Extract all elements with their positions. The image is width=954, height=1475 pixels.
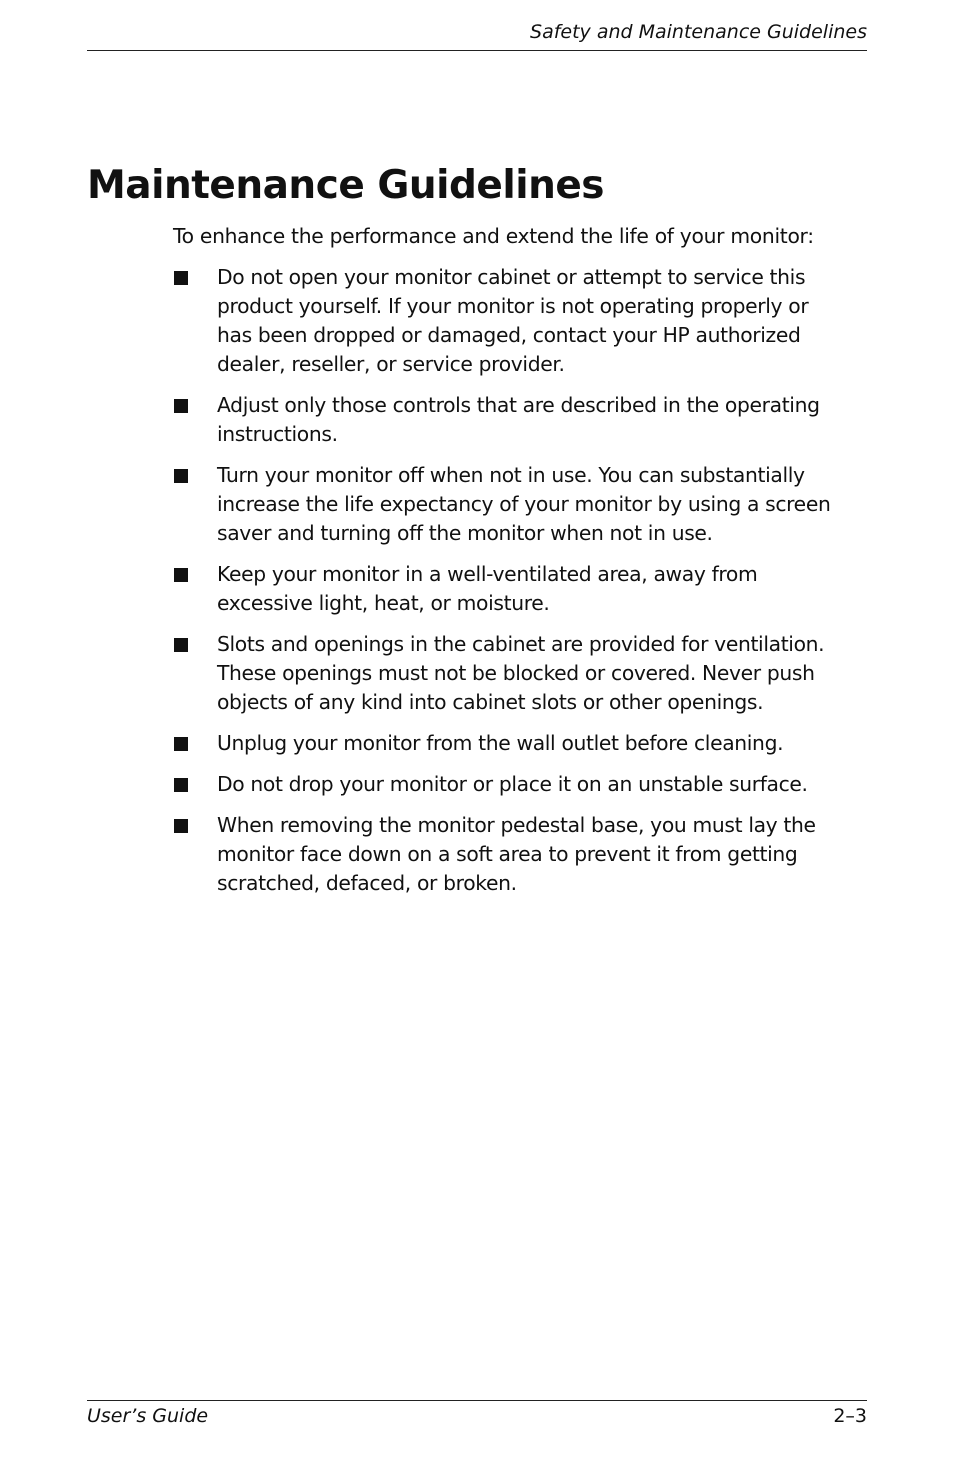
square-bullet-icon xyxy=(174,469,188,483)
guide-name: User’s Guide xyxy=(87,1405,209,1427)
running-header xyxy=(87,18,867,51)
guideline-line: When removing the monitor pedestal base, you must lay the xyxy=(217,813,816,837)
square-bullet-icon xyxy=(174,399,188,413)
guideline-line: Slots and openings in the cabinet are provided for ventilation. xyxy=(217,632,825,656)
guideline-line: These openings must not be blocked or covered. Never push xyxy=(217,661,815,685)
square-bullet-icon xyxy=(174,737,188,751)
guideline-line: scratched, defaced, or broken. xyxy=(217,871,517,895)
guideline-line: increase the life expectancy of your monitor by using a screen xyxy=(217,492,831,516)
guideline-line: product yourself. If your monitor is not operating properly or xyxy=(217,294,809,318)
guideline-line: Turn your monitor off when not in use. You can substantially xyxy=(217,463,805,487)
guideline-item xyxy=(173,770,873,799)
guideline-line: Do not open your monitor cabinet or attempt to service this xyxy=(217,265,806,289)
guideline-item xyxy=(173,461,873,548)
guideline-item xyxy=(173,729,873,758)
guideline-line: objects of any kind into cabinet slots or other openings. xyxy=(217,690,764,714)
guideline-line: Do not drop your monitor or place it on an unstable surface. xyxy=(217,772,808,796)
page-title: Maintenance Guidelines xyxy=(87,163,605,208)
guideline-line: instructions. xyxy=(217,422,338,446)
guideline-item xyxy=(173,811,873,898)
guideline-line: excessive light, heat, or moisture. xyxy=(217,591,550,615)
guideline-line: saver and turning off the monitor when not in use. xyxy=(217,521,713,545)
body-copy xyxy=(173,222,873,910)
guideline-line: dealer, reseller, or service provider. xyxy=(217,352,565,376)
guideline-line: Adjust only those controls that are described in the operating xyxy=(217,393,820,417)
guideline-line: Keep your monitor in a well-ventilated area, away from xyxy=(217,562,758,586)
square-bullet-icon xyxy=(174,271,188,285)
square-bullet-icon xyxy=(174,638,188,652)
guideline-item xyxy=(173,263,873,379)
square-bullet-icon xyxy=(174,778,188,792)
guideline-item xyxy=(173,560,873,618)
guideline-line: has been dropped or damaged, contact your HP authorized xyxy=(217,323,801,347)
guideline-line: Unplug your monitor from the wall outlet before cleaning. xyxy=(217,731,784,755)
intro-paragraph: To enhance the performance and extend the life of your monitor: xyxy=(173,224,814,248)
page-number: 2–3 xyxy=(833,1405,867,1427)
guideline-item xyxy=(173,630,873,717)
square-bullet-icon xyxy=(174,819,188,833)
square-bullet-icon xyxy=(174,568,188,582)
running-footer xyxy=(87,1400,867,1430)
guideline-line: monitor face down on a soft area to prevent it from getting xyxy=(217,842,798,866)
guideline-list xyxy=(173,263,873,898)
guideline-item xyxy=(173,391,873,449)
running-header-title: Safety and Maintenance Guidelines xyxy=(530,21,867,43)
